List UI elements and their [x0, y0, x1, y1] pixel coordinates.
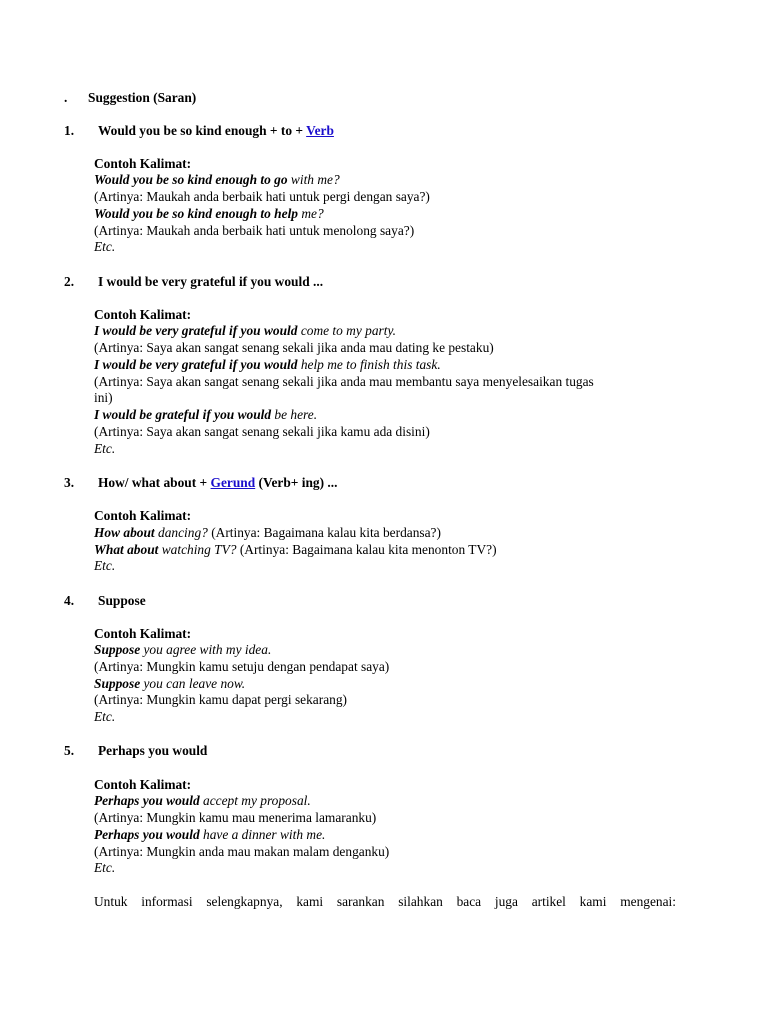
item-number: 1. — [64, 123, 75, 138]
etc-text: Etc. — [94, 441, 116, 456]
gerund-link[interactable]: Gerund — [210, 475, 256, 490]
example-label: Contoh Kalimat: — [94, 156, 192, 171]
item-heading: Would you be so kind enough + to + Verb — [98, 123, 334, 138]
example-translation: (Artinya: Saya akan sangat senang sekali jika anda mau membantu saya menyelesaikan tugas — [94, 374, 594, 389]
item-heading: Perhaps you would — [98, 743, 208, 758]
item-heading: Suppose — [98, 593, 146, 608]
etc-text: Etc. — [94, 558, 116, 573]
example-sentence: I would be very grateful if you would come to my party. — [94, 323, 397, 338]
item-heading: How/ what about + Gerund (Verb+ ing) ... — [98, 475, 338, 490]
example-sentence: Suppose you can leave now. — [94, 676, 246, 691]
example-sentence: Perhaps you would have a dinner with me. — [94, 827, 326, 842]
example-sentence: I would be very grateful if you would help me to finish this task. — [94, 357, 441, 372]
example-sentence: I would be grateful if you would be here. — [94, 407, 318, 422]
verb-link[interactable]: Verb — [306, 123, 334, 138]
etc-text: Etc. — [94, 709, 116, 724]
example-translation: (Artinya: Saya akan sangat senang sekali jika kamu ada disini) — [94, 424, 430, 439]
item-number: 2. — [64, 274, 75, 289]
item-number: 5. — [64, 743, 75, 758]
example-label: Contoh Kalimat: — [94, 777, 192, 792]
example-translation-cont: ini) — [94, 390, 113, 405]
example-label: Contoh Kalimat: — [94, 307, 192, 322]
example-sentence: What about watching TV? (Artinya: Bagaimana kalau kita menonton TV?) — [94, 542, 497, 557]
header-bullet: . — [64, 90, 68, 105]
example-sentence: Perhaps you would accept my proposal. — [94, 793, 311, 808]
example-translation: (Artinya: Maukah anda berbaik hati untuk menolong saya?) — [94, 223, 415, 238]
example-translation: (Artinya: Saya akan sangat senang sekali jika anda mau dating ke pestaku) — [94, 340, 494, 355]
example-translation: (Artinya: Mungkin kamu dapat pergi sekarang) — [94, 692, 347, 707]
example-translation: (Artinya: Mungkin anda mau makan malam denganku) — [94, 844, 390, 859]
etc-text: Etc. — [94, 860, 116, 875]
example-label: Contoh Kalimat: — [94, 508, 192, 523]
example-sentence: Suppose you agree with my idea. — [94, 642, 272, 657]
etc-text: Etc. — [94, 239, 116, 254]
item-number: 3. — [64, 475, 75, 490]
example-sentence: Would you be so kind enough to go with me? — [94, 172, 340, 187]
example-translation: (Artinya: Mungkin kamu setuju dengan pendapat saya) — [94, 659, 390, 674]
example-label: Contoh Kalimat: — [94, 626, 192, 641]
footer-paragraph: Untuk informasi selengkapnya, kami sarankan silahkan baca juga artikel kami mengenai: — [94, 894, 676, 909]
example-sentence: How about dancing? (Artinya: Bagaimana kalau kita berdansa?) — [94, 525, 441, 540]
page-title: Suggestion (Saran) — [88, 90, 197, 105]
item-number: 4. — [64, 593, 75, 608]
item-heading: I would be very grateful if you would ... — [98, 274, 324, 289]
example-sentence: Would you be so kind enough to help me? — [94, 206, 324, 221]
example-translation: (Artinya: Mungkin kamu mau menerima lamaranku) — [94, 810, 377, 825]
example-translation: (Artinya: Maukah anda berbaik hati untuk pergi dengan saya?) — [94, 189, 430, 204]
